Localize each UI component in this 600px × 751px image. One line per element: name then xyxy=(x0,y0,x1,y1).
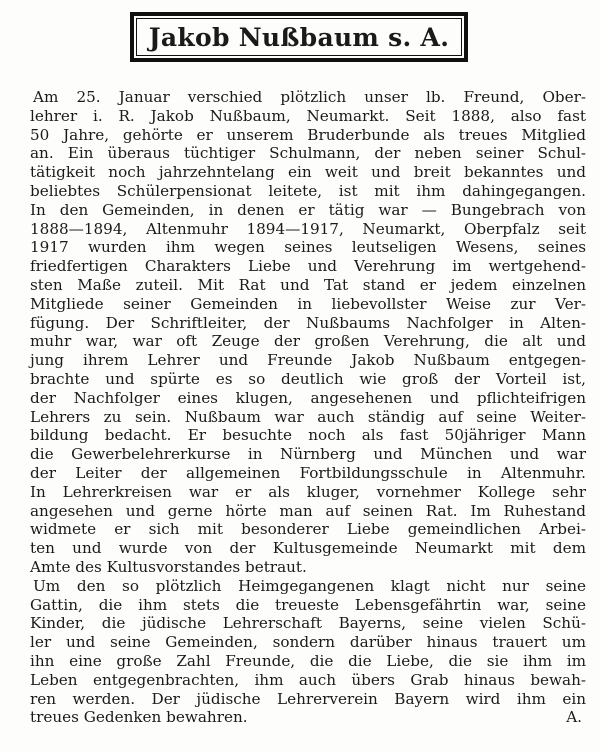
text-line: brachte und spürte es so deutlich wie groß der Vorteil ist, xyxy=(30,369,586,388)
text-line: Gattin, die ihm stets die treueste Lebensgefährtin war, seine xyxy=(30,595,586,614)
text-line: friedfertigen Charakters Liebe und Verehrung im wertgehend- xyxy=(30,257,586,276)
text-line: bildung bedacht. Er besuchte noch als fast 50jähriger Mann xyxy=(30,426,586,445)
text-line xyxy=(30,708,586,727)
paragraph-2 xyxy=(30,577,586,727)
text-line: Mitgliede seiner Gemeinden in liebevollster Weise zur Ver- xyxy=(30,294,586,313)
text-line: ten und wurde von der Kultusgemeinde Neumarkt mit dem xyxy=(30,539,586,558)
text-line: widmete er sich mit besonderer Liebe gemeindlichen Arbei- xyxy=(30,520,586,539)
text-line: 1917 wurden ihm wegen seines leutseligen Wesens, seines xyxy=(30,238,586,257)
text-line: ler und seine Gemeinden, sondern darüber hinaus trauert um xyxy=(30,633,586,652)
text-line: In Lehrerkreisen war er als kluger, vornehmer Kollege sehr xyxy=(30,482,586,501)
text-line: 50 Jahre, gehörte er unserem Bruderbunde als treues Mitglied xyxy=(30,125,586,144)
text-line: Lehrers zu sein. Nußbaum war auch ständig auf seine Weiter- xyxy=(30,407,586,426)
text-line: Um den so plötzlich Heimgegangenen klagt nicht nur seine xyxy=(33,576,586,595)
signature: A. xyxy=(566,708,582,727)
text-line: die Gewerbelehrerkurse in Nürnberg und München und war xyxy=(30,445,586,464)
text-line: ren werden. Der jüdische Lehrerverein Bayern wird ihm ein xyxy=(30,689,586,708)
title-box xyxy=(130,12,468,62)
text-line: Amte des Kultusvorstandes betraut. xyxy=(30,557,307,576)
text-line: beliebtes Schülerpensionat leitete, ist mit ihm dahingegangen. xyxy=(30,181,586,200)
text-line-content: treues Gedenken bewahren. xyxy=(30,708,248,727)
text-line: tätigkeit noch jahrzehntelang ein weit und breit bekanntes und xyxy=(30,163,586,182)
text-line: sten Maße zuteil. Mit Rat und Tat stand er jedem einzelnen xyxy=(30,275,586,294)
text-line: der Leiter der allgemeinen Fortbildungsschule in Altenmuhr. xyxy=(30,463,586,482)
text-line: jung ihrem Lehrer und Freunde Jakob Nußbaum entgegen- xyxy=(30,351,586,370)
text-line: Kinder, die jüdische Lehrerschaft Bayerns, seine vielen Schü- xyxy=(30,614,586,633)
article-title: Jakob Nußbaum s. A. xyxy=(148,22,450,52)
text-line: Leben entgegenbrachten, ihm auch übers Grab hinaus bewah- xyxy=(30,670,586,689)
text-line: fügung. Der Schriftleiter, der Nußbaums Nachfolger in Alten- xyxy=(30,313,586,332)
text-line: angesehen und gerne hörte man auf seinen Rat. Im Ruhestand xyxy=(30,501,586,520)
text-line: der Nachfolger eines klugen, angesehenen und pflichteifrigen xyxy=(30,388,586,407)
text-line: ihn eine große Zahl Freunde, die die Liebe, die sie ihm im xyxy=(30,651,586,670)
text-line: lehrer i. R. Jakob Nußbaum, Neumarkt. Seit 1888, also fast xyxy=(30,106,586,125)
article-body xyxy=(30,88,586,727)
text-line: Am 25. Januar verschied plötzlich unser lb. Freund, Ober- xyxy=(33,88,586,106)
text-line: 1888—1894, Altenmuhr 1894—1917, Neumarkt, Oberpfalz seit xyxy=(30,219,586,238)
text-line: In den Gemeinden, in denen er tätig war — Bungebrach von xyxy=(30,200,586,219)
paragraph-1 xyxy=(30,88,586,577)
text-line: muhr war, war oft Zeuge der großen Verehrung, die alt und xyxy=(30,332,586,351)
text-line: an. Ein überaus tüchtiger Schulmann, der neben seiner Schul- xyxy=(30,144,586,163)
